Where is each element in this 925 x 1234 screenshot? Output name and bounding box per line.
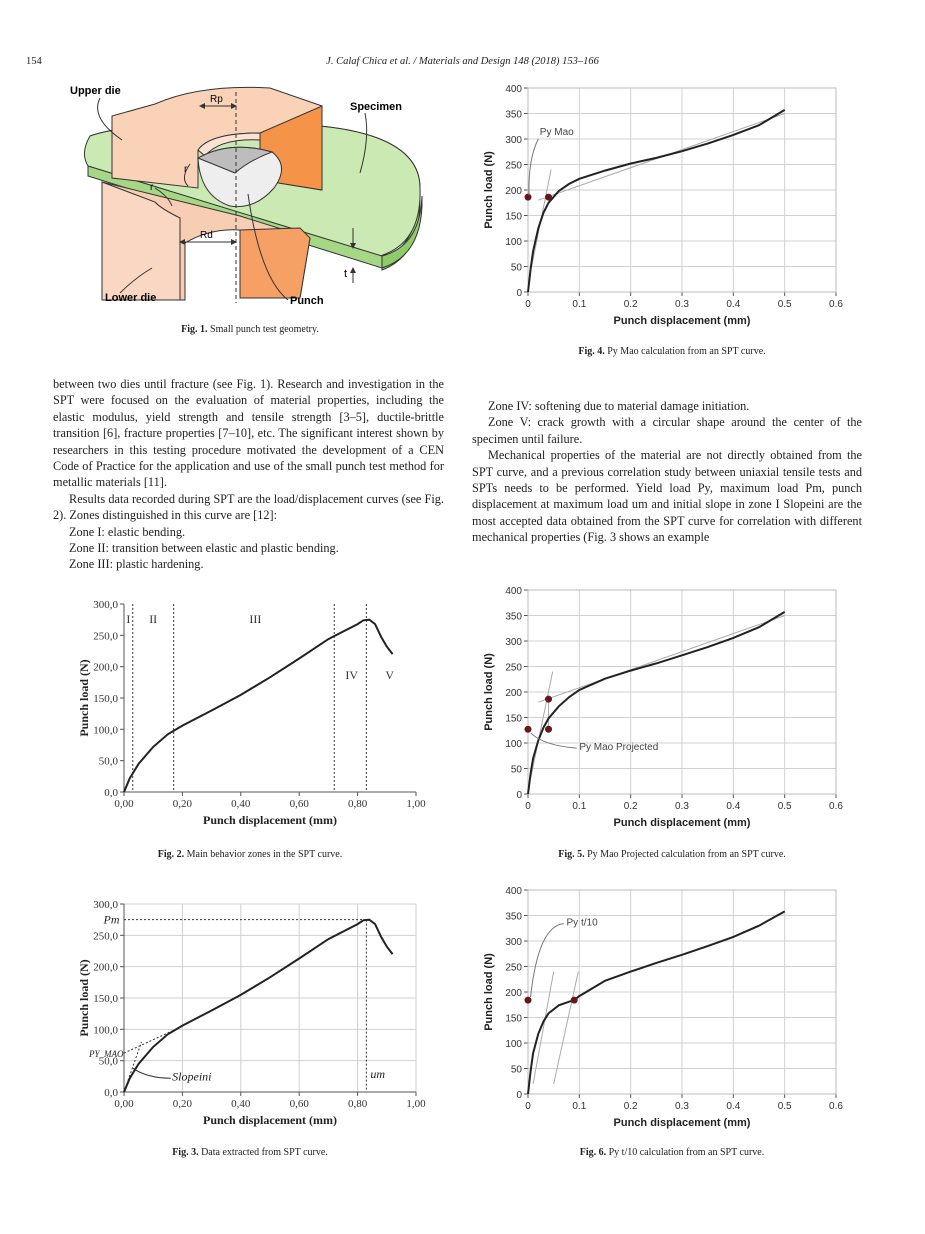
x-tick-label: 0.2 — [623, 299, 638, 310]
x-tick-label: 0,00 — [114, 1098, 134, 1110]
y-tick-label: 300 — [505, 637, 522, 648]
zone-label: IV — [345, 668, 359, 683]
x-tick-label: 0.4 — [726, 801, 741, 812]
y-tick-label: 50 — [510, 764, 522, 776]
y-tick-label: 200 — [505, 186, 522, 197]
data-point — [525, 194, 531, 200]
y-tick-label: 250,0 — [93, 630, 118, 643]
zone-2-text: Zone II: transition between elastic and plastic bending. — [69, 541, 339, 556]
x-tick-label: 1,00 — [406, 798, 426, 810]
x-tick-label: 0.5 — [777, 801, 792, 812]
y-axis-label: Punch load (N) — [483, 953, 495, 1031]
fig6-caption: Fig. 6. Py t/10 calculation from an SPT curve. — [579, 1147, 765, 1158]
x-tick-label: 0,60 — [289, 1098, 309, 1110]
paragraph-3: Mechanical properties of the material are not directly obtained from the SPT curve, and a previous correlation study between uniaxial tensile tests and SPTs needs to be performed. Yield load Py, maximum load Pm, punch displacement at maximum load um and initial slope in zone I Slopeini are the most accepted data obtained from the SPT curve for correlation with different mechanical properties (Fig. 3 shows an example — [472, 448, 862, 545]
data-point — [525, 726, 531, 732]
y-tick-label: 250,0 — [93, 930, 118, 943]
y-tick-label: 0 — [516, 790, 522, 801]
um-label: um — [370, 1067, 386, 1082]
fig1-drawing — [60, 78, 440, 310]
y-tick-label: 300 — [505, 135, 522, 146]
x-tick-label: 0.1 — [572, 801, 587, 812]
x-tick-label: 0,20 — [172, 798, 193, 810]
tangent-line-elastic — [531, 672, 553, 779]
x-tick-label: 0,80 — [347, 1098, 368, 1110]
fig2-chart — [60, 592, 440, 838]
y-tick-label: 300,0 — [93, 599, 118, 611]
zone-label: I — [126, 611, 131, 626]
y-tick-label: 50 — [510, 1064, 522, 1076]
x-tick-label: 0.2 — [623, 1101, 638, 1112]
fig1-r-label-upper: r — [184, 164, 188, 175]
paragraph-2: Results data recorded during SPT are the load/displacement curves (see Fig. 2). Zones distinguished in this curve are [12]: — [53, 491, 444, 523]
y-tick-label: 0 — [516, 1090, 522, 1101]
x-axis-label: Punch displacement (mm) — [613, 1117, 751, 1129]
running-header: J. Calaf Chica et al. / Materials and Design 148 (2018) 153–166 — [326, 56, 599, 67]
x-tick-label: 1,00 — [406, 1098, 426, 1110]
series-line — [124, 620, 393, 792]
pm-label: Pm — [103, 912, 120, 927]
x-tick-label: 0.6 — [829, 299, 843, 310]
data-point — [571, 997, 577, 1003]
fig1-upper-die-label: Upper die — [70, 85, 121, 97]
left-column-text — [53, 376, 444, 573]
x-tick-label: 0.4 — [726, 1101, 741, 1112]
x-tick-label: 0.3 — [675, 299, 689, 310]
zone-label: II — [149, 611, 158, 626]
x-tick-label: 0,40 — [231, 798, 251, 810]
y-tick-label: 150 — [505, 713, 522, 725]
x-tick-label: 0.3 — [675, 1101, 689, 1112]
slope-label: Slopeini — [172, 1069, 212, 1084]
x-tick-label: 0.1 — [572, 1101, 587, 1112]
y-tick-label: 0,0 — [104, 787, 118, 799]
fig4-chart — [482, 80, 862, 336]
y-tick-label: 150 — [505, 211, 522, 223]
zone-3-text: Zone III: plastic hardening. — [69, 557, 204, 572]
fig4-caption: Fig. 4. Py Mao calculation from an SPT curve. — [578, 346, 766, 357]
x-tick-label: 0 — [525, 801, 531, 812]
fig3-chart — [60, 892, 440, 1138]
data-point — [545, 696, 551, 702]
series-line — [528, 612, 785, 794]
zone-label: V — [385, 668, 395, 683]
fig1-rd-label: Rd — [200, 230, 213, 241]
py-label: PY_MAO — [88, 1049, 124, 1060]
y-tick-label: 400 — [505, 886, 522, 897]
y-tick-label: 0,0 — [104, 1087, 118, 1099]
x-axis-label: Punch displacement (mm) — [613, 315, 751, 327]
paragraph-1: between two dies until fracture (see Fig. 1). Research and investigation in the SPT were focused on the evaluation of material properties, including the elastic modulus, yield strength and tensile strength [3–5], ductile-brittle transition [6], fracture properties [7–10], etc. The significant interest shown by researchers in this testing procedure motivated the development of a CEN Code of Practice for the application and use of the small punch test method for metallic materials [11]. — [53, 377, 444, 490]
y-tick-label: 350 — [505, 109, 522, 121]
y-tick-label: 200 — [505, 988, 522, 999]
data-point — [525, 997, 531, 1003]
y-tick-label: 200,0 — [93, 661, 118, 674]
x-axis-label: Punch displacement (mm) — [203, 813, 337, 827]
y-axis-label: Punch load (N) — [77, 659, 91, 737]
y-tick-label: 50,0 — [98, 1055, 118, 1068]
y-tick-label: 150,0 — [93, 993, 118, 1005]
x-tick-label: 0,80 — [347, 798, 368, 810]
y-tick-label: 150 — [505, 1013, 522, 1025]
fig1-specimen-label: Specimen — [350, 101, 402, 113]
zone-5-text: Zone V: crack growth with a circular shape around the center of the specimen until failure. — [472, 415, 862, 446]
offset-line-1 — [533, 972, 554, 1084]
x-tick-label: 0.4 — [726, 299, 741, 310]
y-tick-label: 350 — [505, 911, 522, 923]
page-number: 154 — [26, 56, 42, 67]
x-tick-label: 0,40 — [231, 1098, 251, 1110]
y-tick-label: 50,0 — [98, 755, 118, 768]
x-tick-label: 0.2 — [623, 801, 638, 812]
zone-label: III — [249, 611, 262, 626]
x-tick-label: 0.6 — [829, 1101, 843, 1112]
fig5-chart — [482, 582, 862, 838]
x-tick-label: 0,20 — [172, 1098, 193, 1110]
y-tick-label: 300 — [505, 937, 522, 948]
right-column-text — [472, 398, 862, 546]
y-axis-label: Punch load (N) — [483, 151, 495, 229]
y-tick-label: 100,0 — [93, 724, 118, 737]
fig3-caption: Fig. 3. Data extracted from SPT curve. — [172, 1147, 328, 1158]
data-point — [545, 194, 551, 200]
x-tick-label: 0 — [525, 1101, 531, 1112]
x-axis-label: Punch displacement (mm) — [203, 1113, 337, 1127]
y-tick-label: 350 — [505, 611, 522, 623]
y-tick-label: 150,0 — [93, 693, 118, 705]
fig5-caption: Fig. 5. Py Mao Projected calculation from an SPT curve. — [558, 849, 786, 860]
y-tick-label: 50 — [510, 262, 522, 274]
offset-line-2 — [554, 972, 579, 1084]
y-tick-label: 300,0 — [93, 899, 118, 911]
fig2-caption: Fig. 2. Main behavior zones in the SPT curve. — [157, 849, 343, 860]
y-tick-label: 100 — [505, 739, 522, 750]
y-tick-label: 200 — [505, 688, 522, 699]
fig1-punch-label: Punch — [290, 295, 324, 307]
y-tick-label: 200,0 — [93, 961, 118, 974]
y-tick-label: 400 — [505, 84, 522, 95]
tangent-line-plastic — [538, 616, 784, 703]
y-tick-label: 100 — [505, 237, 522, 248]
series-line — [124, 920, 393, 1092]
y-tick-label: 400 — [505, 586, 522, 597]
zone-1-text: Zone I: elastic bending. — [69, 524, 186, 539]
y-tick-label: 100 — [505, 1039, 522, 1050]
fig1-caption: Fig. 1. Small punch test geometry. — [181, 324, 319, 335]
x-tick-label: 0.6 — [829, 801, 843, 812]
y-tick-label: 250 — [505, 160, 522, 172]
y-axis-label: Punch load (N) — [483, 653, 495, 731]
x-tick-label: 0.1 — [572, 299, 587, 310]
fig6-chart — [482, 882, 862, 1138]
fig1-t-label: t — [344, 268, 348, 280]
fig1-r-label-lower: r — [150, 182, 154, 193]
y-tick-label: 0 — [516, 288, 522, 299]
slope-leader — [133, 1068, 171, 1078]
fig1-lower-die-label: Lower die — [105, 292, 157, 304]
x-axis-label: Punch displacement (mm) — [613, 817, 751, 829]
annotation-label: Py Mao Projected — [579, 742, 659, 754]
x-tick-label: 0,60 — [289, 798, 309, 810]
y-axis-label: Punch load (N) — [77, 959, 91, 1037]
x-tick-label: 0.5 — [777, 1101, 792, 1112]
zone-4-text: Zone IV: softening due to material damage initiation. — [488, 399, 750, 413]
annotation-leader — [529, 139, 538, 195]
y-tick-label: 250 — [505, 962, 522, 974]
y-tick-label: 250 — [505, 662, 522, 674]
fig1-rp-label: Rp — [210, 94, 223, 105]
data-point — [545, 726, 551, 732]
x-tick-label: 0,00 — [114, 798, 134, 810]
x-tick-label: 0.3 — [675, 801, 689, 812]
annotation-label: Py t/10 — [566, 917, 598, 929]
annotation-label: Py Mao — [539, 126, 574, 138]
x-tick-label: 0.5 — [777, 299, 792, 310]
annotation-leader — [531, 924, 564, 997]
x-tick-label: 0 — [525, 299, 531, 310]
series-line — [528, 911, 785, 1094]
y-tick-label: 100,0 — [93, 1024, 118, 1037]
